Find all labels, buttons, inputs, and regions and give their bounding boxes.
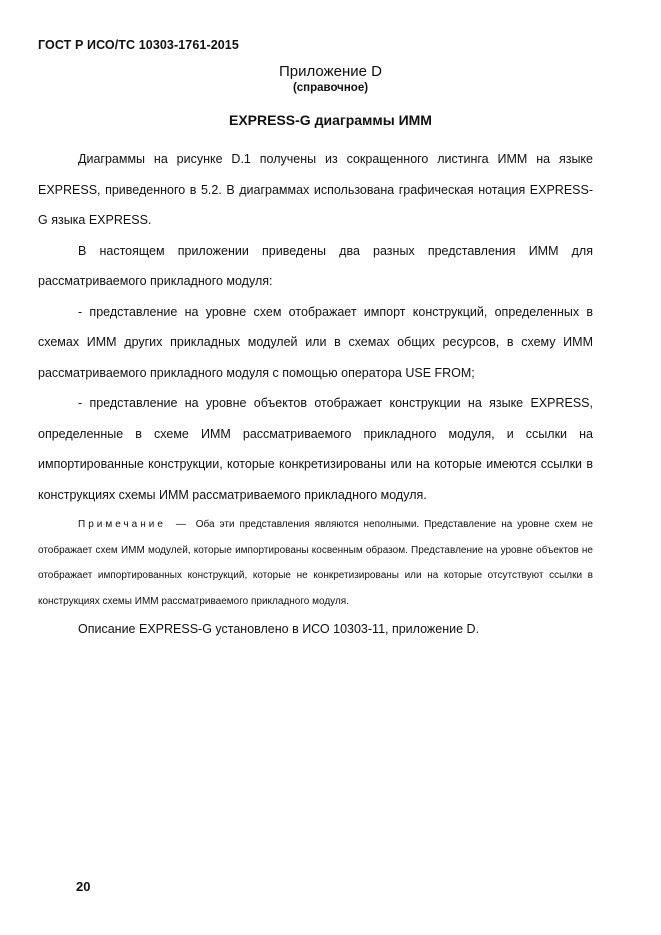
list-item-schema-level: - представление на уровне схем отображает импорт конструкций, определенных в схемах ИММ других прикладных модулей или в схемах общих ресурсов, в схему ИММ рассматриваемого прикладного модуля с помощью оператора USE FROM; xyxy=(38,304,593,380)
note xyxy=(38,512,593,614)
document-body xyxy=(38,144,593,645)
list-item-entity-level: - представление на уровне объектов отображает конструкции на языке EXPRESS, определенные в схеме ИММ рассматриваемого прикладного модуля, и ссылки на импортированные конструкции, которые конкретизированы или на которые имеются ссылки в конструкциях схемы ИММ рассматриваемого прикладного модуля. xyxy=(38,396,593,502)
paragraph-closing: Описание EXPRESS-G установлено в ИСО 10303-11, приложение D. xyxy=(78,622,480,636)
note-label: Примечание xyxy=(78,519,166,530)
section-title: EXPRESS-G диаграммы ИММ xyxy=(229,112,432,128)
page-number: 20 xyxy=(76,879,91,894)
document-code: ГОСТ Р ИСО/ТС 10303-1761-2015 xyxy=(38,38,239,52)
note-text: Оба эти представления являются неполными. Представление на уровне схем не отображает схем ИММ модулей, которые импортированы косвенным образом. Представление на уровне объектов не отображает импортированных конструкций, которые не конкретизированы или на которые отсутствуют ссылки в конструкциях схемы ИММ рассматриваемого прикладного модуля. xyxy=(38,519,593,607)
note-dash: — xyxy=(175,519,186,530)
paragraph-representations: В настоящем приложении приведены два разных представления ИММ для рассматриваемого прикладного модуля: xyxy=(38,243,593,288)
annex-title: Приложение D xyxy=(279,63,382,80)
paragraph-intro: Диаграммы на рисунке D.1 получены из сокращенного листинга ИММ на языке EXPRESS, приведенного в 5.2. В диаграммах использована графическая нотация EXPRESS-G языка EXPRESS. xyxy=(38,152,593,227)
annex-subtitle: (справочное) xyxy=(292,82,369,94)
